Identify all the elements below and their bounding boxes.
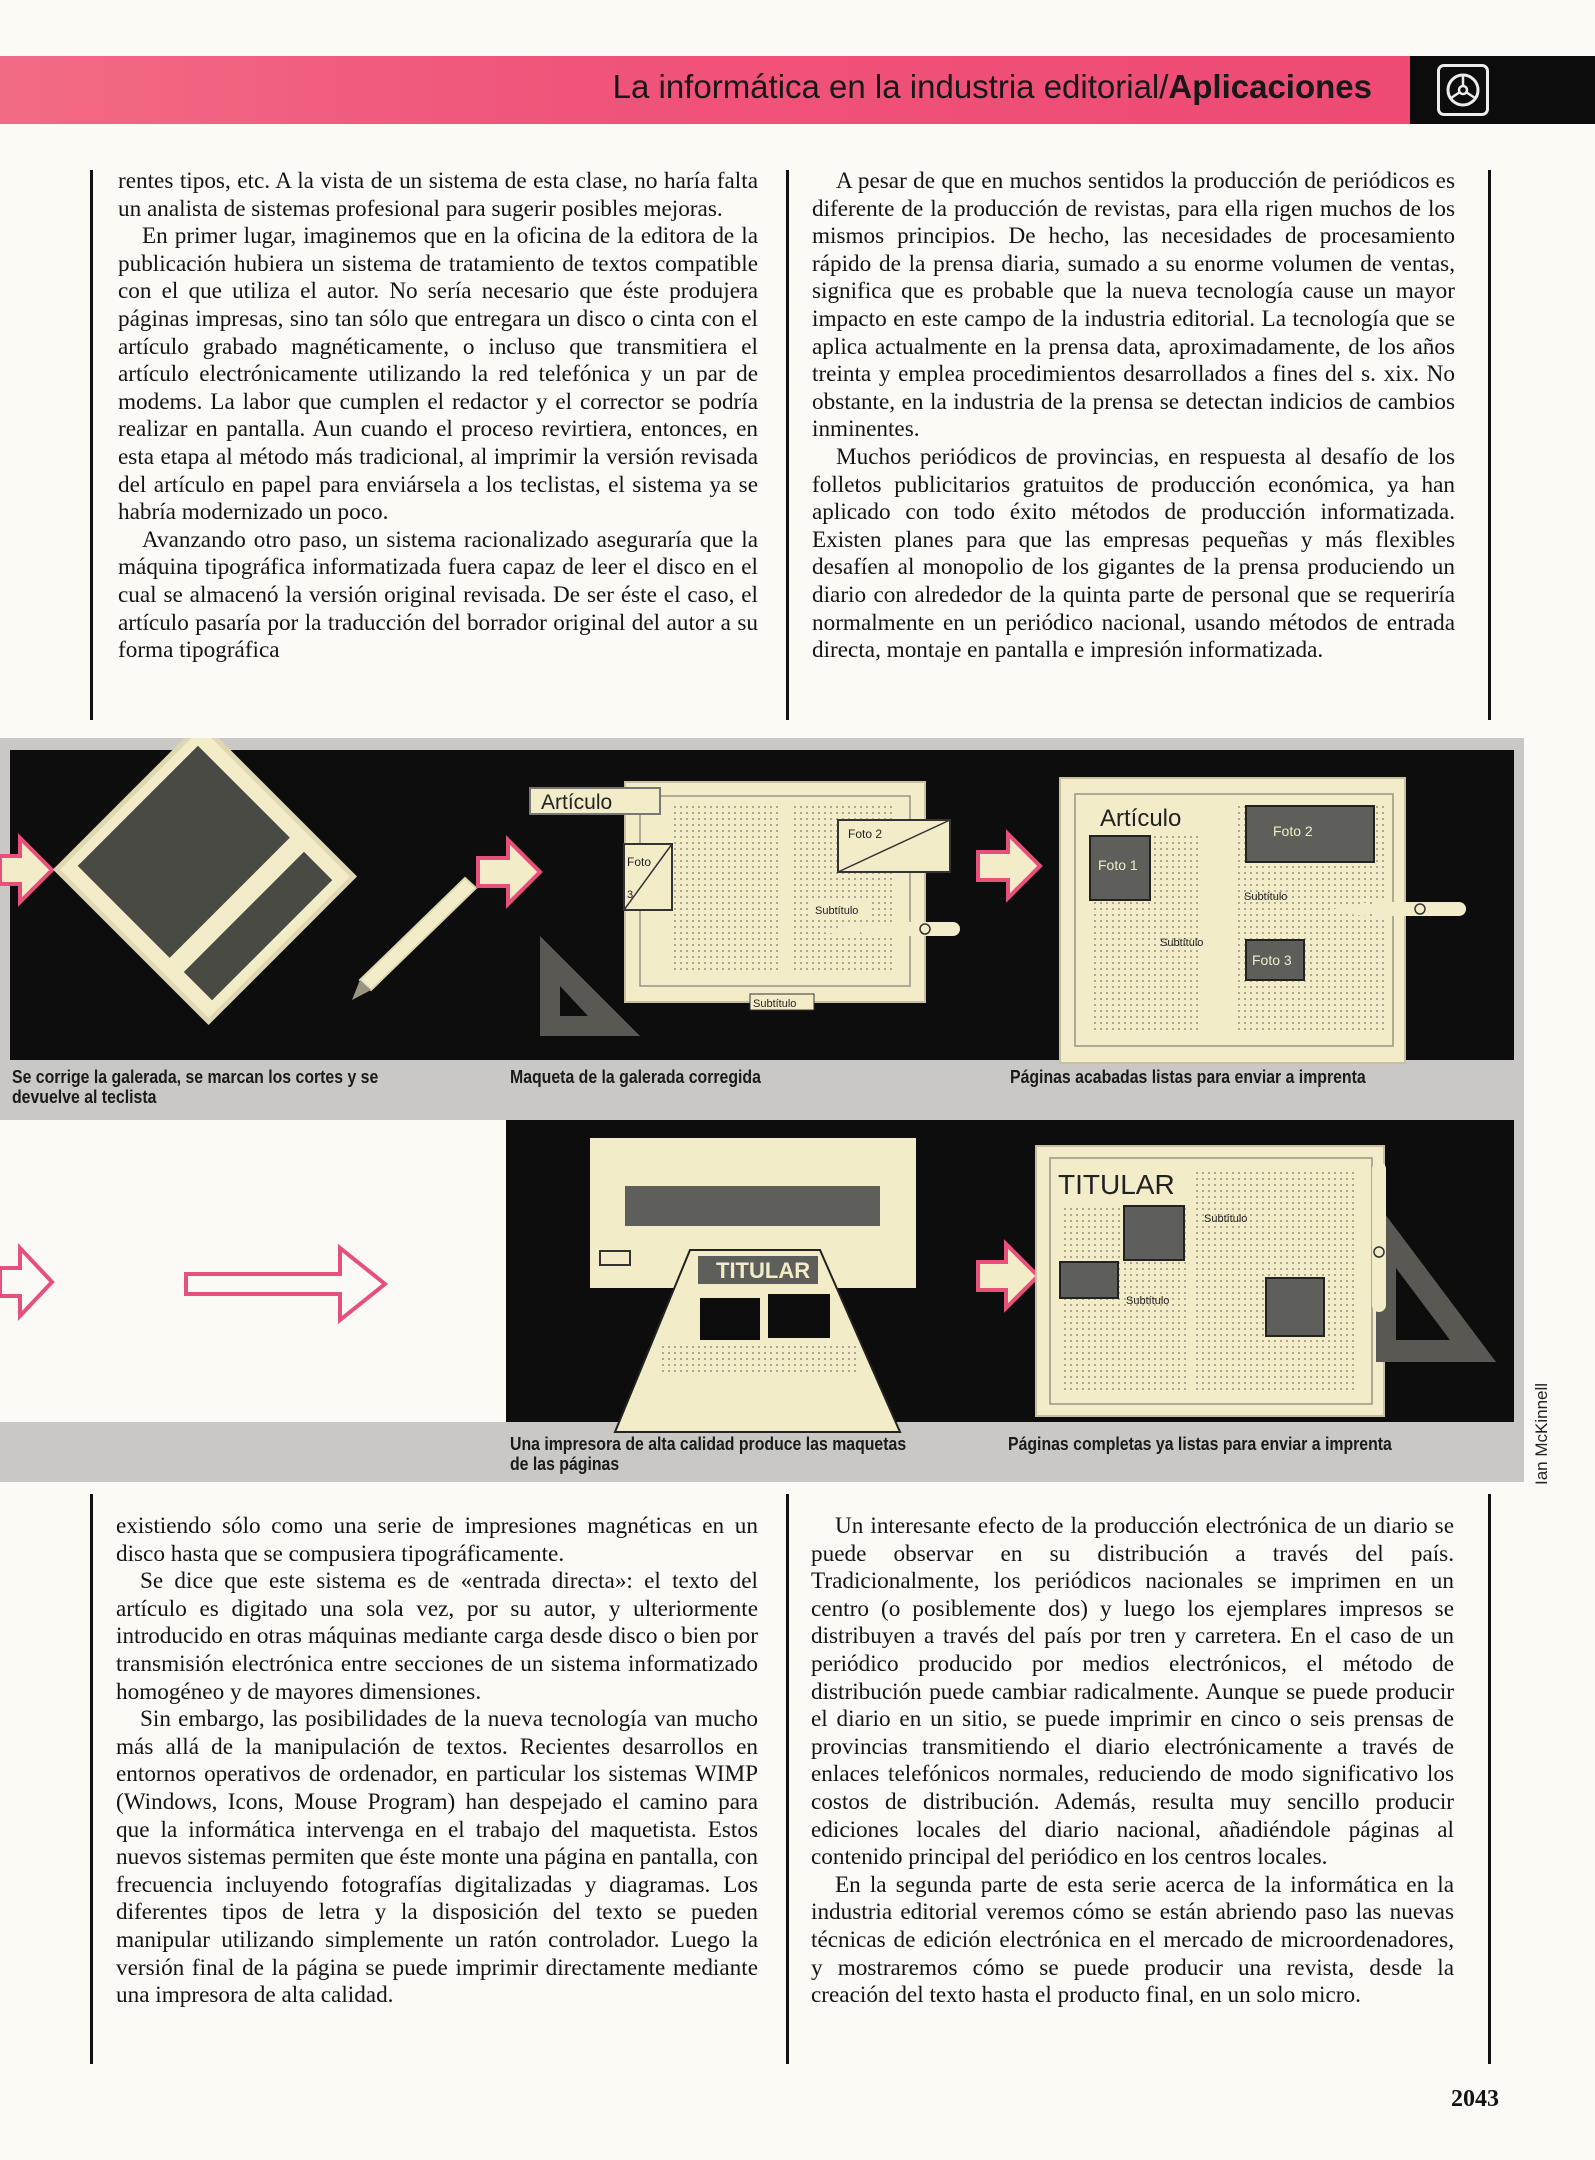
figure-label: Subtítulo: [1244, 891, 1288, 903]
paragraph: En la segunda parte de esta serie acerca de la informática en la industria editorial veremos cómo se están abriendo paso las nuevas técnicas de edición electrónica en el mercado de microordenadores, y mostraremos cómo se puede producir una revista, desde la creación del texto hasta el producto final, en un solo micro.: [811, 1871, 1454, 2009]
column-rule: [1488, 170, 1491, 720]
figure-label: Subtítulo: [815, 905, 859, 917]
column-rule: [90, 1494, 93, 2064]
publication-emblem-icon: [1437, 64, 1489, 116]
figure-label: Foto 2: [1273, 823, 1313, 839]
bottom-left-blank-panel: [0, 1120, 506, 1422]
paragraph: Sin embargo, las posibilidades de la nueva tecnología van mucho más allá de la manipulación de textos. Recientes desarrollos en entornos operativos de ordenador, en particular los sistemas WIMP (Windows, Icons, Mouse Program) han despejado el camino para que la informática intervenga en el trabajo del maquetista. Estos nuevos sistemas permiten que éste monte una página en pantalla, con frecuencia incluyendo fotografías digitalizadas y diagramas. Los diferentes tipos de letra y la disposición del texto se pueden manipular utilizando simplemente un ratón controlador. Luego la versión final de la página se puede imprimir directamente mediante una impresora de alta calidad.: [116, 1706, 758, 2009]
article-column-top-left: [118, 168, 758, 665]
section-title: La informática en la industria editorial/Aplicaciones: [612, 68, 1372, 105]
figure-caption: Se corrige la galerada, se marcan los cortes y se devuelve al teclista: [12, 1067, 379, 1107]
paragraph: Avanzando otro paso, un sistema racionalizado aseguraría que la máquina tipográfica informatizada fuera capaz de leer el disco en el cual se almacenó la versión original revisada. De ser éste el caso, el artículo pasaría por la traducción del borrador original del autor a su forma tipográfica: [118, 526, 758, 664]
publishing-workflow-illustration: [0, 738, 1524, 1482]
figure-label: 3: [627, 889, 634, 901]
article-column-bottom-right: [811, 1513, 1454, 2010]
column-rule: [786, 1494, 789, 2064]
column-rule: [1488, 1494, 1491, 2064]
header-logo-block: [1410, 56, 1595, 124]
column-rule: [786, 170, 789, 720]
laser-printer-icon: [590, 1138, 916, 1432]
paragraph: rentes tipos, etc. A la vista de un sistema de esta clase, no haría falta un analista de sistemas profesional para sugerir posibles mejoras.: [118, 168, 758, 222]
paragraph: existiendo sólo como una serie de impresiones magnéticas en un disco hasta que se compusiera tipográficamente.: [116, 1513, 758, 1567]
figure-label: Foto 1: [1098, 857, 1138, 873]
paragraph: Un interesante efecto de la producción electrónica de un diario se puede observar en su distribución a través del país. Tradicionalmente, los periódicos nacionales se imprimen en un centro (o posiblemente dos) y luego los ejemplares impresos se distribuyen a través del país por tren y carretera. En el caso de un periódico producido por medios electrónicos, el método de distribución puede cambiar radicalmente. Aunque se puede producir el diario en un sitio, se puede imprimir en cinco o seis prensas de provincias transmitiendo el diario electrónicamente a través de enlaces telefónicos normales, reduciendo de modo significativo los costos de distribución. Además, resulta muy sencillo producir ediciones locales del diario nacional, añadiéndole páginas al contenido principal del periódico en los centros locales.: [811, 1513, 1454, 1871]
finished-page-spread: [1060, 778, 1405, 1063]
figure-caption: Páginas acabadas listas para enviar a imprenta: [1010, 1067, 1366, 1087]
figure-label: TITULAR: [716, 1258, 811, 1283]
figure-label: Artículo: [1100, 805, 1182, 832]
figure-label: Foto 3: [1252, 952, 1292, 968]
figure-caption: Una impresora de alta calidad produce las maquetas de las páginas: [510, 1434, 907, 1474]
paragraph: Muchos periódicos de provincias, en respuesta al desafío de los folletos publicitarios gratuitos de producción económica, ya han aplicado con todo éxito métodos de producción informatizada. Existen planes para que las empresas pequeñas y más flexibles desafíen al monopolio de los gigantes de la prensa produciendo un diario con alrededor de la quinta parte de personal que se requeriría normalmente en un periódico nacional, usando métodos de entrada directa, montaje en pantalla e impresión informatizada.: [812, 443, 1455, 664]
figure-label: Foto: [627, 855, 652, 869]
paragraph: En primer lugar, imaginemos que en la oficina de la editora de la publicación hubiera un sistema de tratamiento de textos compatible con el que utiliza el autor. No sería necesario que éste produjera páginas impresas, sino tan sólo que entregara un disco o cinta con el artículo grabado magnéticamente, o incluso que transmitiera el artículo electrónicamente utilizando la red telefónica y un par de modems. La labor que cumplen el redactor y el corrector se podría realizar en pantalla. Aun cuando el proceso revirtiera, entonces, en esta etapa al método más tradicional, al imprimir la versión revisada del artículo en papel para enviársela a los teclistas, el sistema ya se habría modernizado un poco.: [118, 223, 758, 526]
scalpel-icon: [1372, 1162, 1386, 1312]
page-number: 2043: [1451, 2086, 1499, 2112]
illustration-credit: Ian McKinnell: [1532, 1382, 1551, 1485]
figure-label: Subtítulo: [1204, 1213, 1248, 1225]
figure-label: TITULAR: [1058, 1169, 1175, 1200]
figure-label: Artículo: [541, 791, 613, 814]
figure-caption: Maqueta de la galerada corregida: [510, 1067, 761, 1087]
figure-label: Foto 2: [848, 827, 883, 841]
figure-label: Subtítulo: [1160, 937, 1204, 949]
paragraph: A pesar de que en muchos sentidos la producción de periódicos es diferente de la producción de revistas, para ella rigen muchos de los mismos principios. De hecho, las necesidades de procesamiento rápido de la prensa diaria, sumado a su enorme volumen de ventas, significa que es probable que la nueva tecnología cause un mayor impacto en este campo de la industria editorial. La tecnología que se aplica actualmente en la prensa data, aproximadamente, de los años treinta y emplea procedimientos desarrollados a fines del s. xix. No obstante, en la industria de la prensa se detectan indicios de cambios inminentes.: [812, 168, 1455, 443]
column-rule: [90, 170, 93, 720]
figure-caption: Páginas completas ya listas para enviar a imprenta: [1008, 1434, 1392, 1454]
article-column-bottom-left: [116, 1513, 758, 2010]
figure-label: Subtítulo: [753, 998, 797, 1010]
paragraph: Se dice que este sistema es de «entrada directa»: el texto del artículo es digitado una sola vez, por su autor, y ulteriormente introducido en otras máquinas mediante carga desde disco o bien por transmisión electrónica entre secciones de un sistema informatizado homogéneo y de mayores dimensiones.: [116, 1568, 758, 1705]
section-header-band: [0, 56, 1410, 124]
article-column-top-right: [812, 168, 1455, 665]
figure-label: Subtítulo: [1126, 1295, 1170, 1307]
completed-page-spread: [1036, 1146, 1384, 1416]
